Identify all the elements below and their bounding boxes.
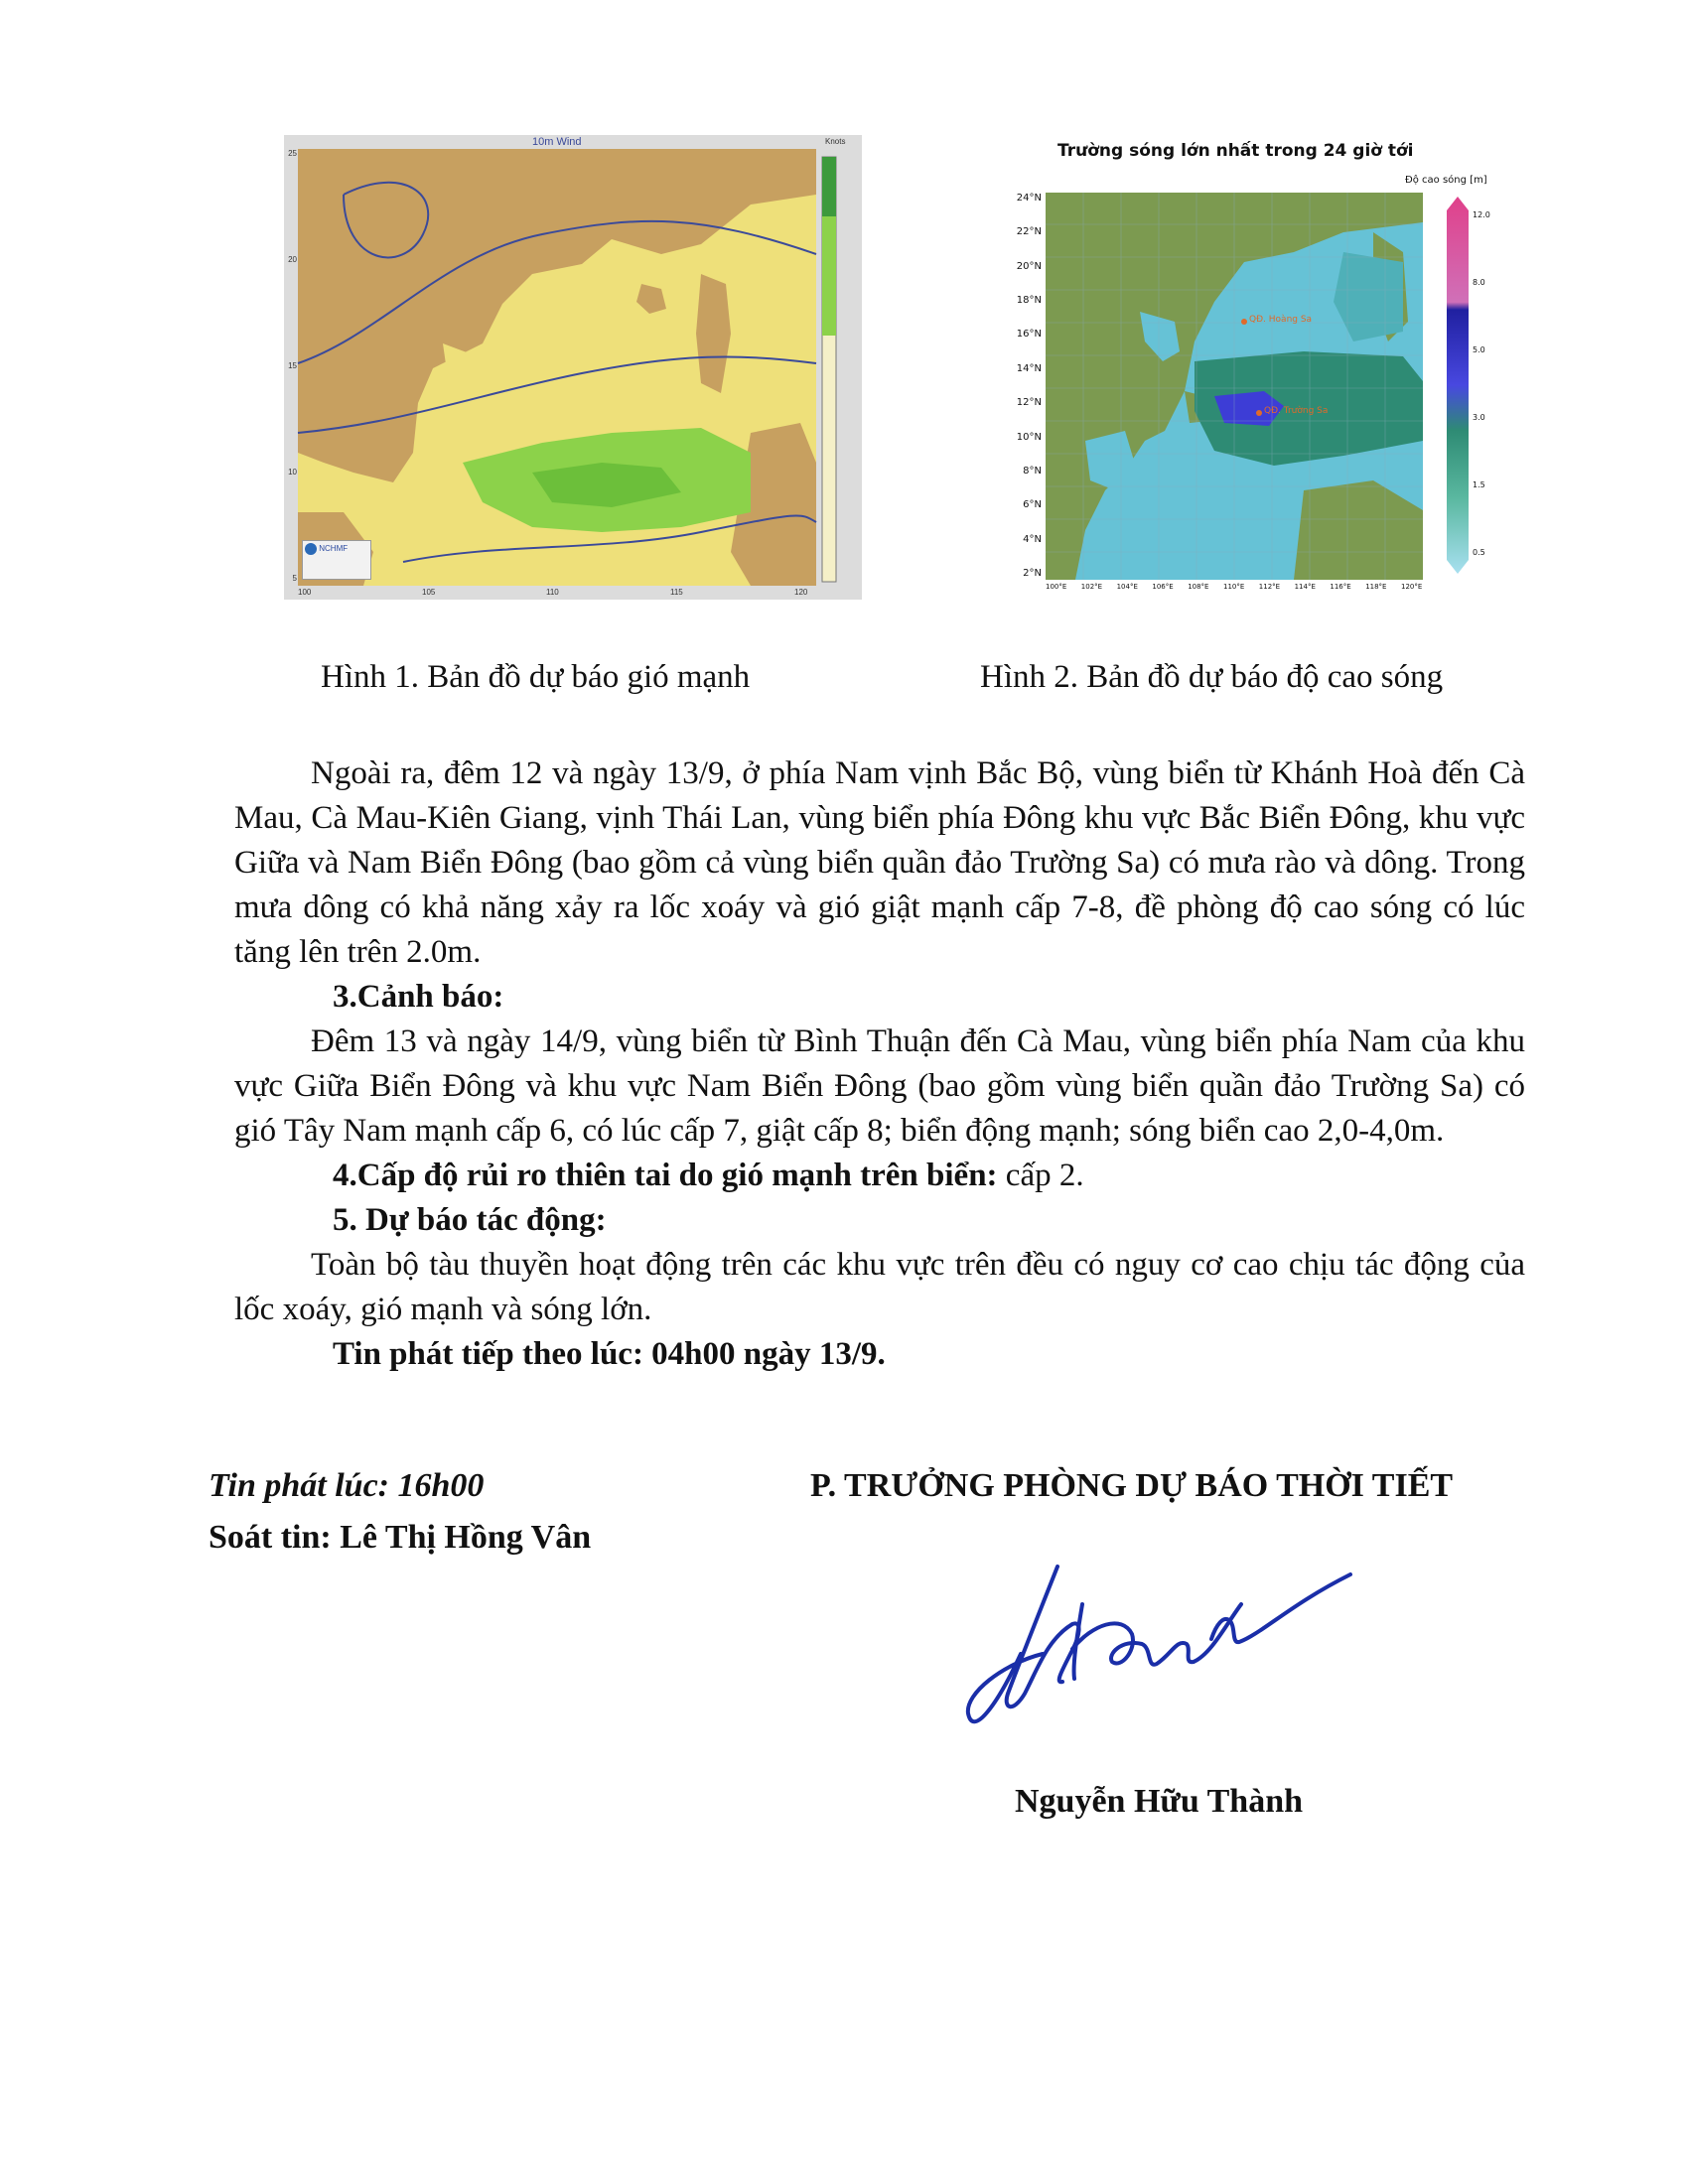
wind-lat-label-1: 20 xyxy=(288,255,297,264)
wave-lat-label-6: 12°N xyxy=(1016,397,1042,409)
next-issue-time: Tin phát tiếp theo lúc: 04h00 ngày 13/9. xyxy=(333,1336,886,1372)
wind-lon-label-1: 105 xyxy=(422,588,436,597)
wave-lat-label-8: 8°N xyxy=(1023,465,1042,477)
wind-lon-label-4: 120 xyxy=(794,588,808,597)
section5-heading: 5. Dự báo tác động: xyxy=(333,1202,607,1238)
wave-lat-label-2: 20°N xyxy=(1016,260,1042,272)
wind-lon-label-3: 115 xyxy=(670,588,683,597)
figure2-caption: Hình 2. Bản đồ dự báo độ cao sóng xyxy=(980,659,1444,695)
nchmf-logo-icon xyxy=(305,543,317,555)
wave-lat-label-9: 6°N xyxy=(1023,499,1042,511)
wave-colorbar xyxy=(1447,197,1469,574)
wave-lat-label-7: 10°N xyxy=(1016,431,1042,443)
wave-colorbar-ticks xyxy=(1473,210,1512,558)
wave-lon-label-8: 116°E xyxy=(1330,583,1351,591)
wind-forecast-map xyxy=(284,135,862,600)
wind-map-graphic xyxy=(284,135,862,600)
place-truong-sa: QĐ. Trường Sa xyxy=(1264,406,1329,416)
wave-map-graphic xyxy=(1046,193,1423,580)
wave-lon-label-7: 114°E xyxy=(1294,583,1316,591)
wave-colorbar-tick-4: 1.5 xyxy=(1473,480,1485,489)
section5-text: Toàn bộ tàu thuyền hoạt động trên các khu vực trên đều có nguy cơ cao chịu tác động của lốc xoáy, gió mạnh và sóng lớn. xyxy=(234,1247,1525,1327)
checker-name: Soát tin: Lê Thị Hồng Vân xyxy=(209,1519,592,1556)
wave-lat-label-0: 24°N xyxy=(1016,193,1042,204)
wave-lat-label-11: 2°N xyxy=(1023,568,1042,579)
wave-colorbar-tick-3: 3.0 xyxy=(1473,413,1485,422)
wave-lat-label-3: 18°N xyxy=(1016,295,1042,307)
wave-lat-labels xyxy=(998,193,1044,580)
wave-colorbar-label: Độ cao sóng [m] xyxy=(1405,175,1487,186)
wave-lon-label-10: 120°E xyxy=(1401,583,1423,591)
wave-map-title: Trường sóng lớn nhất trong 24 giờ tới xyxy=(1057,141,1414,161)
wind-lat-labels xyxy=(284,149,298,586)
section3-heading: 3.Cảnh báo: xyxy=(333,979,504,1015)
warning-sections xyxy=(234,975,1525,1377)
paragraph-text: Ngoài ra, đêm 12 và ngày 13/9, ở phía Nam vịnh Bắc Bộ, vùng biển từ Khánh Hoà đến Cà Mau, Cà Mau-Kiên Giang, vịnh Thái Lan, vùng biển phía Đông khu vực Bắc Biển Đông, khu vực Giữa và Nam Biển Đông (bao gồm cả vùng biển quần đảo Trường Sa) có mưa rào và dông. Trong mưa dông có khả năng xảy ra lốc xoáy và gió giật mạnh cấp 7-8, đề phòng độ cao sóng có lúc tăng lên trên 2.0m. xyxy=(234,755,1525,970)
issue-time: Tin phát lúc: 16h00 xyxy=(209,1467,485,1504)
wave-lon-label-2: 104°E xyxy=(1116,583,1138,591)
wave-colorbar-tick-0: 12.0 xyxy=(1473,210,1490,219)
wind-lat-label-3: 10 xyxy=(288,468,297,477)
wind-lon-labels xyxy=(298,588,816,600)
section4-value: cấp 2. xyxy=(1005,1158,1084,1193)
wave-colorbar-tick-1: 8.0 xyxy=(1473,278,1485,287)
wind-lon-label-2: 110 xyxy=(546,588,559,597)
wind-map-legend xyxy=(302,540,371,580)
wave-lon-label-0: 100°E xyxy=(1046,583,1067,591)
wave-lon-label-4: 108°E xyxy=(1188,583,1209,591)
wave-lat-label-10: 4°N xyxy=(1023,533,1042,545)
section4-heading: 4.Cấp độ rủi ro thiên tai do gió mạnh trên biển: xyxy=(333,1158,998,1193)
wind-lat-label-0: 25 xyxy=(288,149,297,158)
wave-lat-label-5: 14°N xyxy=(1016,362,1042,374)
wave-colorbar-tick-2: 5.0 xyxy=(1473,345,1485,354)
section3-text: Đêm 13 và ngày 14/9, vùng biển từ Bình Thuận đến Cà Mau, vùng biển phía Nam của khu vực Giữa Biển Đông và khu vực Nam Biển Đông (bao gồm vùng biển quần đảo Trường Sa) có gió Tây Nam mạnh cấp 6, có lúc cấp 7, giật cấp 8; biển động mạnh; sóng biển cao 2,0-4,0m. xyxy=(234,1024,1525,1149)
wave-lat-label-1: 22°N xyxy=(1016,226,1042,238)
wave-lon-label-3: 106°E xyxy=(1152,583,1174,591)
wave-lon-labels xyxy=(1046,583,1423,595)
wave-lon-label-1: 102°E xyxy=(1080,583,1103,591)
place-hoang-sa: QĐ. Hoàng Sa xyxy=(1249,315,1313,325)
wave-colorbar-tick-5: 0.5 xyxy=(1473,548,1485,557)
rain-thunderstorm-paragraph xyxy=(234,751,1525,975)
wave-lon-label-6: 112°E xyxy=(1258,583,1281,591)
signer-name: Nguyễn Hữu Thành xyxy=(1015,1783,1304,1820)
wave-forecast-map xyxy=(998,135,1530,602)
wind-map-title: 10m Wind xyxy=(532,136,582,148)
wind-colorbar-unit: Knots xyxy=(825,137,846,146)
section4-line xyxy=(234,1154,1525,1198)
signatory-title: P. TRƯỞNG PHÒNG DỰ BÁO THỜI TIẾT xyxy=(810,1467,1454,1504)
wave-lat-label-4: 16°N xyxy=(1016,329,1042,341)
wind-lat-label-2: 15 xyxy=(288,361,297,370)
wave-lon-label-5: 110°E xyxy=(1223,583,1245,591)
wave-lon-label-9: 118°E xyxy=(1365,583,1387,591)
handwritten-signature xyxy=(963,1545,1390,1743)
wind-lon-label-0: 100 xyxy=(298,588,312,597)
figure1-caption: Hình 1. Bản đồ dự báo gió mạnh xyxy=(321,659,751,695)
wind-map-legend-text: NCHMF xyxy=(319,544,349,554)
wind-lat-label-4: 5 xyxy=(292,574,297,583)
